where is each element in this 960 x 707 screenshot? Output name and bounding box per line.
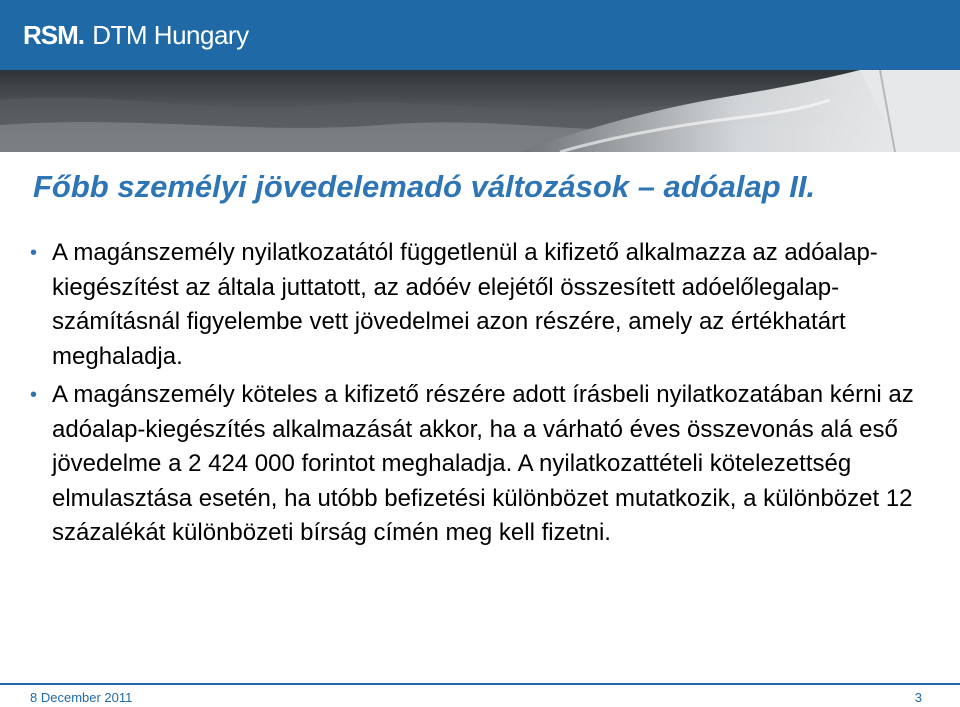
- bullet-item: [28, 236, 933, 374]
- hero-image: [0, 70, 960, 152]
- bullet-item: [28, 378, 933, 551]
- page-number: 3: [914, 690, 922, 705]
- bullet-text: A magánszemély nyilatkozatától függetlenül a kifizető alkalmazza az adóalap-kiegészítést az általa juttatott, az adóév elejétől összesített adóelőlegalap-számításnál figyelembe vett jövedelmei azon részére, amely az értékhatárt meghaladja.: [52, 239, 878, 370]
- logo-name: DTM Hungary: [92, 20, 249, 50]
- bullet-text: A magánszemély köteles a kifizető részére adott írásbeli nyilatkozatában kérni az adóalap-kiegészítés alkalmazását akkor, ha a várható éves összevonás alá eső jövedelme a 2 424 000 forintot meghaladja. A nyilatkozattételi kötelezettség elmulasztása esetén, ha utóbb befizetési különbözet mutatkozik, a különbözet 12 százalékát különbözeti bírság címén meg kell fizetni.: [52, 381, 914, 546]
- footer-divider: [0, 683, 960, 685]
- logo-dot: .: [77, 20, 86, 50]
- bullet-icon: •: [30, 384, 38, 406]
- slide-title: Főbb személyi jövedelemadó változások – adóalap II.: [33, 169, 816, 204]
- logo-rsm: RSM: [23, 20, 78, 50]
- bullet-list: [28, 236, 933, 555]
- ocean-wave-image: [0, 70, 960, 152]
- footer-date: 8 December 2011: [30, 690, 133, 705]
- company-logo: [23, 18, 249, 52]
- bullet-icon: •: [30, 242, 38, 264]
- header-band: [0, 0, 960, 70]
